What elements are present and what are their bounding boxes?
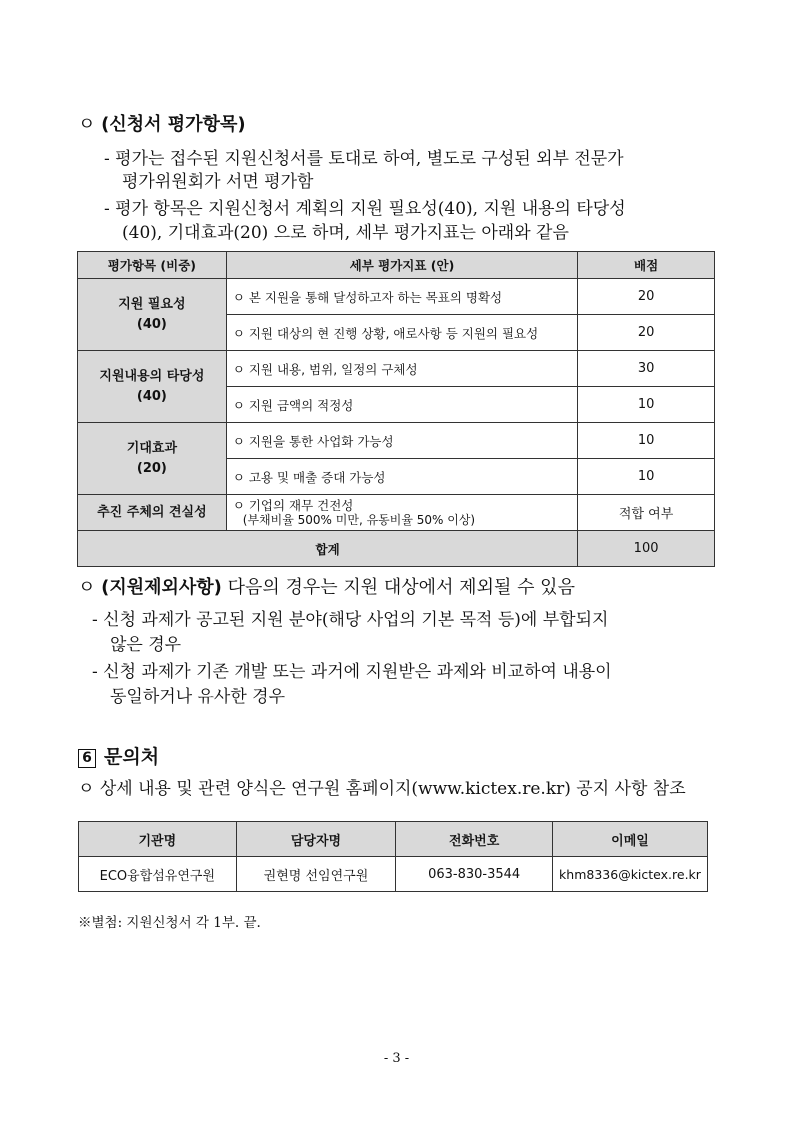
phone-number: 063-830-3544 <box>396 857 553 892</box>
table-row <box>78 423 715 459</box>
header-category: 평가항목 (비중) <box>78 252 227 279</box>
total-score: 100 <box>578 531 715 567</box>
category-necessity <box>78 279 227 351</box>
indicator-cell: ㅇ 고용 및 매출 증대 가능성 <box>226 459 577 495</box>
category-name: 지원내용의 타당성 <box>99 368 205 384</box>
bullet-icon: ㅇ <box>78 577 96 598</box>
header-email: 이메일 <box>552 822 707 857</box>
indicator-cell <box>226 495 577 531</box>
eval-section-title <box>78 110 246 136</box>
section-number-box: 6 <box>78 749 96 768</box>
exclusion-section-title <box>78 573 575 599</box>
category-weight: (40) <box>136 388 167 404</box>
header-score: 배점 <box>578 252 715 279</box>
category-weight: (20) <box>136 460 167 476</box>
eval-section-heading: (신청서 평가항목) <box>101 114 246 135</box>
category-validity <box>78 351 227 423</box>
attachment-note: ※별첨: 지원신청서 각 1부. 끝. <box>78 915 261 931</box>
exclusion-item-2-line-2: 동일하거나 유사한 경우 <box>110 687 286 707</box>
bullet-icon: ㅇ <box>78 114 96 135</box>
score-cell: 10 <box>578 387 715 423</box>
category-name: 기대효과 <box>126 440 177 456</box>
eval-item-1-line-1: - 평가는 접수된 지원신청서를 토대로 하여, 별도로 구성된 외부 전문가 <box>104 149 624 169</box>
score-cell: 10 <box>578 423 715 459</box>
table-row <box>78 351 715 387</box>
indicator-cell: ㅇ 지원 대상의 현 진행 상황, 애로사항 등 지원의 필요성 <box>226 315 577 351</box>
table-row <box>79 857 708 892</box>
indicator-line: (부채비율 500% 미만, 유동비율 50% 이상) <box>242 512 476 527</box>
indicator-cell: ㅇ 지원을 통한 사업화 가능성 <box>226 423 577 459</box>
exclusion-item-1-line-1: - 신청 과제가 공고된 지원 분야(해당 사업의 기본 목적 등)에 부합되지 <box>92 610 609 630</box>
contact-table <box>78 821 708 892</box>
contact-note: ㅇ 상세 내용 및 관련 양식은 연구원 홈페이지(www.kictex.re.kr) 공지 사항 참조 <box>78 779 686 799</box>
exclusion-item-1-line-2: 않은 경우 <box>110 635 182 655</box>
header-phone: 전화번호 <box>396 822 553 857</box>
indicator-cell: ㅇ 본 지원을 통해 달성하고자 하는 목표의 명확성 <box>226 279 577 315</box>
total-row <box>78 531 715 567</box>
table-header-row <box>78 252 715 279</box>
category-weight: (40) <box>136 316 167 332</box>
page-number: - 3 - <box>383 1051 410 1066</box>
org-name: ECO융합섬유연구원 <box>79 857 237 892</box>
eval-item-1-line-2: 평가위원회가 서면 평가함 <box>122 172 314 192</box>
score-cell: 20 <box>578 315 715 351</box>
contact-heading: 문의처 <box>104 746 160 768</box>
header-org: 기관명 <box>79 822 237 857</box>
exclusion-intro: 다음의 경우는 지원 대상에서 제외될 수 있음 <box>227 577 575 598</box>
header-contact-person: 담당자명 <box>236 822 396 857</box>
indicator-cell: ㅇ 지원 금액의 적정성 <box>226 387 577 423</box>
exclusion-heading: (지원제외사항) <box>101 577 222 598</box>
eval-item-2-line-2: (40), 기대효과(20) 으로 하며, 세부 평가지표는 아래와 같음 <box>122 223 569 243</box>
email-address: khm8336@kictex.re.kr <box>552 857 707 892</box>
table-row <box>78 279 715 315</box>
eval-item-2-line-1: - 평가 항목은 지원신청서 계획의 지원 필요성(40), 지원 내용의 타당성 <box>104 199 626 219</box>
indicator-line: ㅇ 기업의 재무 건전성 <box>232 497 354 513</box>
score-cell: 10 <box>578 459 715 495</box>
header-indicator: 세부 평가지표 (안) <box>226 252 577 279</box>
evaluation-table <box>77 251 715 567</box>
total-label: 합계 <box>78 531 578 567</box>
category-name: 지원 필요성 <box>118 296 186 312</box>
score-cell: 20 <box>578 279 715 315</box>
score-cell: 30 <box>578 351 715 387</box>
indicator-cell: ㅇ 지원 내용, 범위, 일정의 구체성 <box>226 351 577 387</box>
exclusion-item-2-line-1: - 신청 과제가 기존 개발 또는 과거에 지원받은 과제와 비교하여 내용이 <box>92 662 612 682</box>
category-soundness: 추진 주체의 견실성 <box>78 495 227 531</box>
table-header-row <box>79 822 708 857</box>
category-effect <box>78 423 227 495</box>
score-cell: 적합 여부 <box>578 495 715 531</box>
contact-section-title <box>78 742 159 769</box>
contact-person: 권현명 선임연구원 <box>236 857 396 892</box>
table-row <box>78 495 715 531</box>
